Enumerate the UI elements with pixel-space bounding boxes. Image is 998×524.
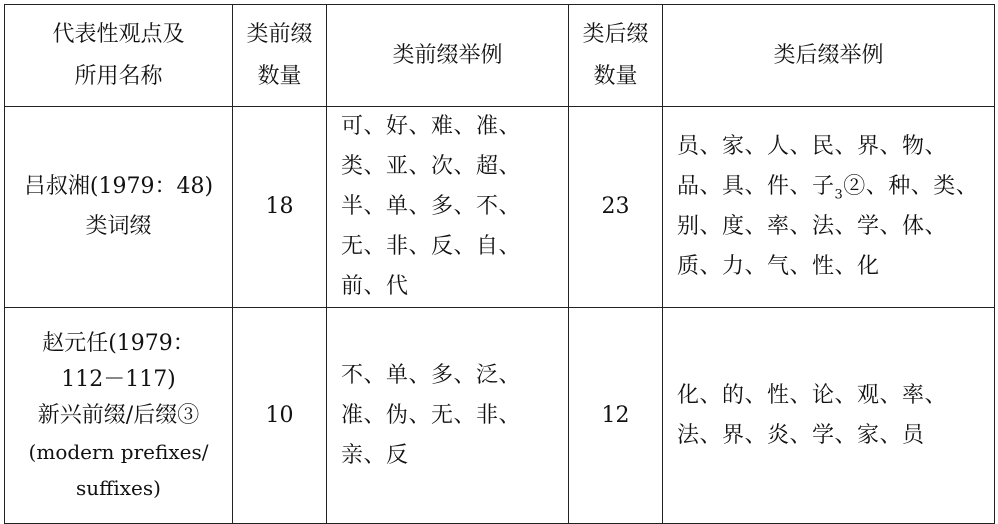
header-suffix-examples: 类后缀举例 xyxy=(663,5,995,107)
view-line: suffixes) xyxy=(76,475,161,500)
header-suffix-count-line1: 类后缀 xyxy=(582,21,649,47)
view-cell xyxy=(5,308,233,524)
header-prefix-examples: 类前缀举例 xyxy=(327,5,569,107)
header-view-line2: 所用名称 xyxy=(74,63,163,89)
suffix-subscript: 3 xyxy=(834,187,844,203)
prefix-examples-cell: 不、单、多、泛、准、伪、无、非、亲、反 xyxy=(327,308,569,524)
suffix-examples-cell: 化、的、性、论、观、率、法、界、炎、学、家、员 xyxy=(663,308,995,524)
view-line: 吕叔湘(1979：48) xyxy=(23,174,214,199)
view-line: 赵元任(1979： xyxy=(42,330,195,356)
header-prefix-count-line1: 类前缀 xyxy=(246,21,313,47)
header-prefix-count-line2: 数量 xyxy=(257,63,302,89)
header-suffix-count-line2: 数量 xyxy=(593,63,638,89)
prefix-examples-cell: 可、好、难、准、类、亚、次、超、半、单、多、不、无、非、反、自、前、代 xyxy=(327,107,569,308)
suffix-examples-text-a: 员、家、人、民、界、物、品、具、件、子 xyxy=(677,134,948,199)
table-row xyxy=(5,107,995,308)
view-line: 112－117) xyxy=(61,366,176,392)
header-row xyxy=(5,5,995,107)
header-view-line1: 代表性观点及 xyxy=(52,21,185,47)
suffix-examples-text-b: ②、种、类、别、度、率、法、学、体、质、力、气、性、化 xyxy=(677,174,979,279)
header-suffix-count xyxy=(569,5,663,107)
header-view xyxy=(5,5,233,107)
view-line: (modern prefixes/ xyxy=(28,439,209,464)
prefix-count-cell: 18 xyxy=(233,107,327,308)
suffix-count-cell: 12 xyxy=(569,308,663,524)
suffix-examples-cell xyxy=(663,107,995,308)
header-prefix-count xyxy=(233,5,327,107)
view-cell xyxy=(5,107,233,308)
affix-comparison-table xyxy=(4,4,995,524)
affix-comparison-table-container xyxy=(4,4,994,514)
suffix-count-cell: 23 xyxy=(569,107,663,308)
view-line: 类词缀 xyxy=(85,214,152,239)
table-row xyxy=(5,308,995,524)
prefix-count-cell: 10 xyxy=(233,308,327,524)
view-line: 新兴前缀/后缀③ xyxy=(37,402,200,428)
